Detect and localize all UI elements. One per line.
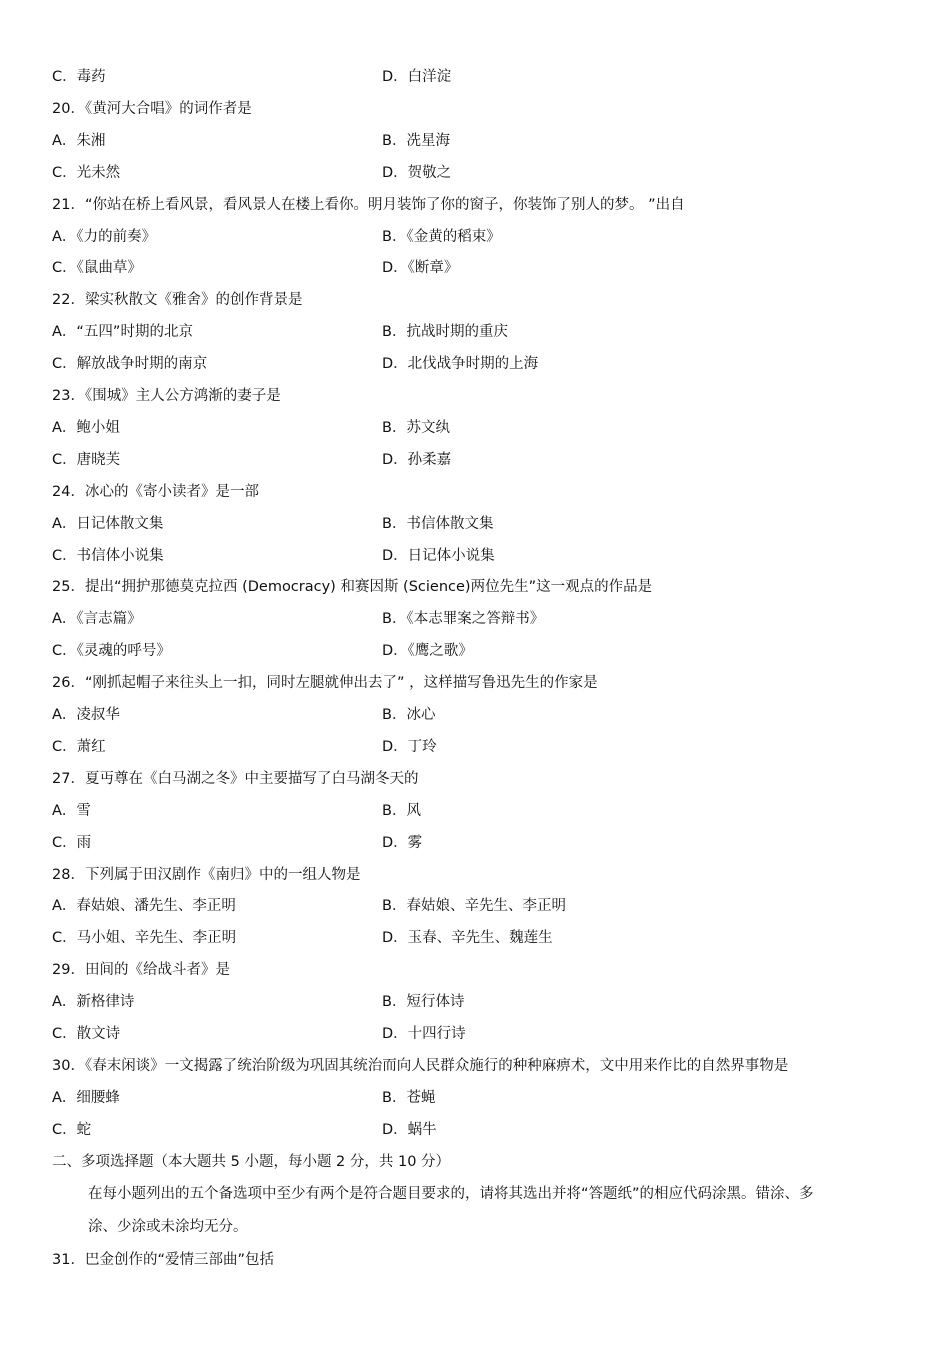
option-row (52, 991, 812, 1013)
option-right: D．《鹰之歌》 (382, 643, 473, 659)
option-row (52, 1119, 812, 1141)
question-stem: 29．田间的《给战斗者》是 (52, 962, 230, 978)
option-row (52, 545, 812, 567)
option-left: A．“五四”时期的北京 (52, 324, 193, 340)
option-left: A．细腰蜂 (52, 1090, 120, 1106)
option-left: A．新格律诗 (52, 994, 135, 1010)
option-left: A．朱湘 (52, 133, 106, 149)
option-right: B．冼星海 (382, 133, 450, 149)
option-row (52, 832, 812, 854)
option-right: D．蜗牛 (382, 1122, 437, 1138)
option-left: C．《灵魂的呼号》 (52, 643, 171, 659)
option-row (52, 162, 812, 184)
option-left: A．鲍小姐 (52, 420, 120, 436)
option-right: D．白洋淀 (382, 69, 452, 85)
option-row (52, 449, 812, 471)
option-left: A．凌叔华 (52, 707, 120, 723)
option-left: C．萧红 (52, 739, 106, 755)
option-right: D．日记体小说集 (382, 548, 495, 564)
option-row (52, 130, 812, 152)
question-stem: 25．提出“拥护那德莫克拉西 (Democracy) 和赛因斯 (Science)两位先生”这一观点的作品是 (52, 579, 653, 595)
option-left: A．日记体散文集 (52, 516, 164, 532)
option-left: C．书信体小说集 (52, 548, 164, 564)
option-left: C．光未然 (52, 165, 121, 181)
option-left: C．唐晓芙 (52, 452, 121, 468)
question-stem: 20．《黄河大合唱》的词作者是 (52, 101, 252, 117)
option-row (52, 895, 812, 917)
option-row (52, 1087, 812, 1109)
option-right: B．苍蝇 (382, 1090, 436, 1106)
option-left: C．散文诗 (52, 1026, 121, 1042)
option-right: D．十四行诗 (382, 1026, 466, 1042)
option-left: C．雨 (52, 835, 92, 851)
option-row (52, 608, 812, 630)
option-right: D．《断章》 (382, 260, 459, 276)
option-left: A．春姑娘、潘先生、李正明 (52, 898, 236, 914)
option-row (52, 513, 812, 535)
option-right: D．雾 (382, 835, 423, 851)
option-left: C．蛇 (52, 1122, 92, 1138)
option-row (52, 66, 812, 88)
option-row (52, 226, 812, 248)
section-instruction: 在每小题列出的五个备选项中至少有两个是符合题目要求的，请将其选出并将“答题纸”的相应代码涂黑。错涂、多涂、少涂或未涂均无分。 (88, 1186, 814, 1235)
option-right: B．苏文纨 (382, 420, 450, 436)
question-stem: 24．冰心的《寄小读者》是一部 (52, 484, 259, 500)
option-right: D．孙柔嘉 (382, 452, 452, 468)
question-stem: 30．《春末闲谈》一文揭露了统治阶级为巩固其统治而向人民群众施行的种种麻痹术，文中用来作比的自然界事物是 (52, 1058, 789, 1074)
option-right: D．北伐战争时期的上海 (382, 356, 539, 372)
option-right: B．《本志罪案之答辩书》 (382, 611, 545, 627)
option-row (52, 736, 812, 758)
option-right: B．风 (382, 803, 421, 819)
option-right: D．丁玲 (382, 739, 437, 755)
question-stem: 27．夏丏尊在《白马湖之冬》中主要描写了白马湖冬天的 (52, 771, 419, 787)
option-left: C．解放战争时期的南京 (52, 356, 208, 372)
option-row (52, 353, 812, 375)
option-row (52, 927, 812, 949)
question-stem: 23．《围城》主人公方鸿渐的妻子是 (52, 388, 281, 404)
question-stem: 26．“刚抓起帽子来往头上一扣，同时左腿就伸出去了” ，这样描写鲁迅先生的作家是 (52, 675, 598, 691)
question-31: 31．巴金创作的“爱情三部曲”包括 (52, 1252, 274, 1268)
option-left: C．马小姐、辛先生、李正明 (52, 930, 237, 946)
question-stem: 21．“你站在桥上看风景，看风景人在楼上看你。明月装饰了你的窗子，你装饰了别人的梦。 ”出自 (52, 197, 685, 213)
option-row (52, 257, 812, 279)
question-stem: 22．梁实秋散文《雅舍》的创作背景是 (52, 292, 303, 308)
option-row (52, 417, 812, 439)
option-left: A．《言志篇》 (52, 611, 142, 627)
option-row (52, 704, 812, 726)
option-row (52, 321, 812, 343)
question-stem: 28．下列属于田汉剧作《南归》中的一组人物是 (52, 867, 361, 883)
option-row (52, 1023, 812, 1045)
option-row (52, 640, 812, 662)
option-right: B．抗战时期的重庆 (382, 324, 508, 340)
option-left: C．毒药 (52, 69, 106, 85)
option-right: D．贺敬之 (382, 165, 452, 181)
option-left: A．雪 (52, 803, 91, 819)
section-title: 二、多项选择题（本大题共 5 小题，每小题 2 分，共 10 分） (52, 1154, 451, 1170)
option-right: B．书信体散文集 (382, 516, 494, 532)
option-left: C．《鼠曲草》 (52, 260, 142, 276)
option-right: B．冰心 (382, 707, 436, 723)
option-row (52, 800, 812, 822)
option-right: B．《金黄的稻束》 (382, 229, 501, 245)
option-right: D．玉春、辛先生、魏莲生 (382, 930, 553, 946)
option-right: B．春姑娘、辛先生、李正明 (382, 898, 566, 914)
option-left: A．《力的前奏》 (52, 229, 157, 245)
option-right: B．短行体诗 (382, 994, 465, 1010)
